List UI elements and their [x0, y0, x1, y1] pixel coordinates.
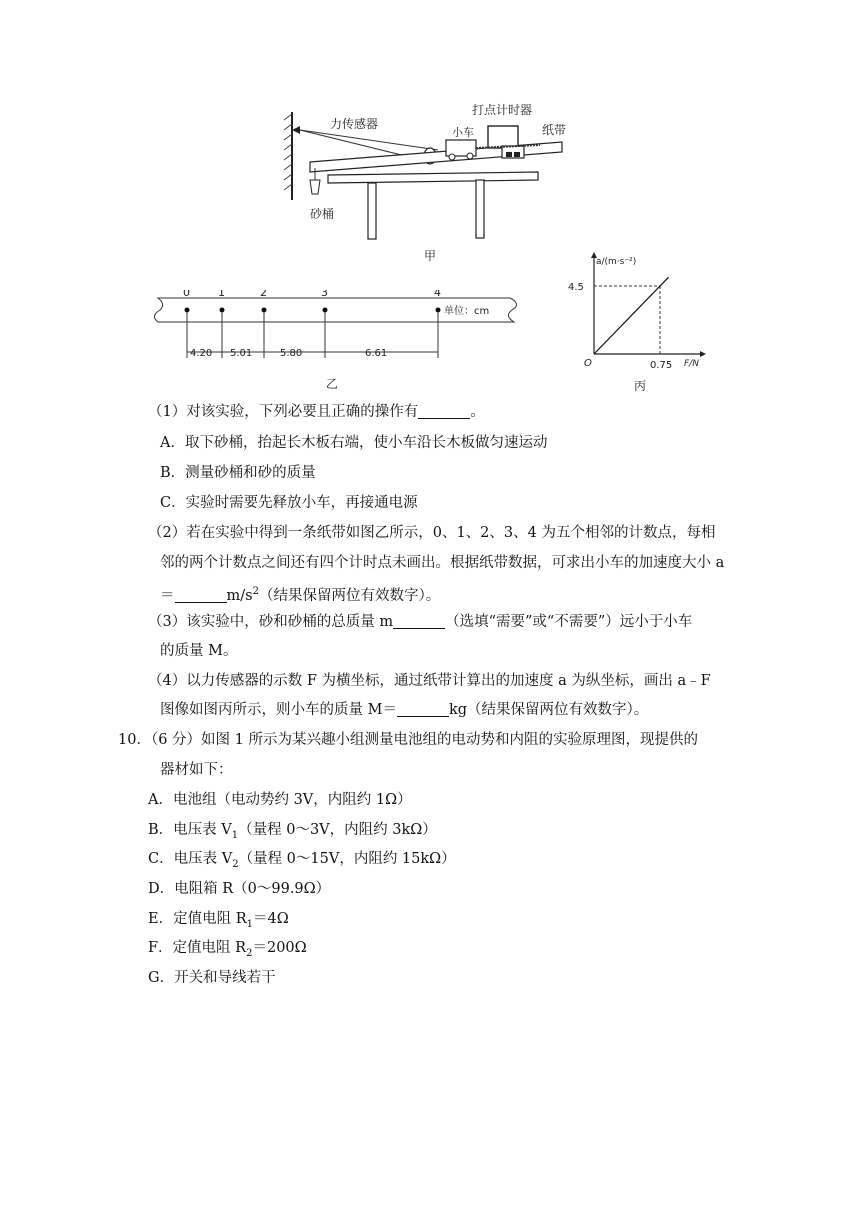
y-tick-label: 4.5 — [568, 282, 584, 293]
tape-point-0: 0 — [183, 290, 190, 299]
tape-drawing — [150, 290, 530, 400]
caption-yi: 乙 — [326, 377, 339, 391]
label-bucket: 砂桶 — [310, 207, 335, 221]
tape-point-4: 4 — [434, 290, 441, 299]
q10-option-d: D．电阻箱 R（0～99.9Ω） — [148, 881, 331, 897]
tape-distance-4: 6.61 — [365, 348, 388, 359]
q9-part2-line2: 邻的两个计数点之间还有四个计时点未画出。根据纸带数据，可求出小车的加速度大小 a — [160, 555, 725, 571]
q10-intro-line1: 10．（6 分）如图 1 所示为某兴趣小组测量电池组的电动势和内阻的实验原理图，现提供的 — [118, 732, 698, 748]
tape-distance-2: 5.01 — [230, 348, 253, 359]
caption-bing: 丙 — [634, 379, 647, 393]
q9-part4-line1: （4）以力传感器的示数 F 为横坐标，通过纸带计算出的加速度 a 为纵坐标，画出 a﹣F — [148, 673, 711, 689]
answer-blank-4 — [397, 702, 449, 717]
q9-option-a: A．取下砂桶，抬起长木板右端，使小车沿长木板做匀速运动 — [160, 435, 548, 451]
q9-part2-line1: （2）若在实验中得到一条纸带如图乙所示，0、1、2、3、4 为五个相邻的计数点，每相 — [148, 525, 716, 541]
q10-option-c: C．电压表 $V_2$（量程 0～15V，内阻约 15kΩ） — [148, 851, 456, 870]
tape-distance-3: 5.80 — [280, 348, 303, 359]
label-cart: 小车 — [452, 126, 474, 139]
origin-label: O — [584, 358, 592, 369]
answer-blank-3 — [393, 614, 445, 629]
figure-apparatus — [270, 90, 570, 270]
q9-part4-line2: 图像如图丙所示，则小车的质量 M＝ kg（结果保留两位有效数字）。 — [160, 702, 649, 718]
y-axis-label: a/(m·s⁻²) — [596, 257, 637, 267]
q9-option-c: C．实验时需要先释放小车，再接通电源 — [160, 495, 418, 511]
label-force-sensor: 力传感器 — [330, 117, 379, 131]
q9-part3-line1: （3）该实验中，砂和砂桶的总质量 m （选填“需要”或“不需要”）远小于小车 — [148, 614, 693, 630]
tape-distance-1: 4.20 — [190, 348, 213, 359]
x-tick-label: 0.75 — [650, 360, 673, 371]
tape-unit: 单位：cm — [444, 306, 490, 317]
figure-tape — [150, 290, 530, 400]
q10-option-a: A．电池组（电动势约 3V，内阻约 1Ω） — [148, 792, 412, 808]
label-tape: 纸带 — [542, 123, 567, 137]
q9-part2-line3: ＝ $m/s^2$（结果保留两位有效数字）。 — [160, 586, 441, 604]
label-timer: 打点计时器 — [472, 103, 533, 117]
q10-option-b: B．电压表 $V_1$（量程 0～3V，内阻约 3kΩ） — [148, 822, 437, 841]
answer-blank-2 — [175, 588, 227, 603]
series-line — [594, 277, 669, 354]
figure-graph — [560, 244, 720, 394]
q9-part1: （1）对该实验，下列必要且正确的操作有 。 — [148, 404, 485, 420]
q10-option-g: G．开关和导线若干 — [148, 970, 276, 986]
tape-point-2: 2 — [260, 290, 267, 299]
answer-blank-1 — [418, 404, 470, 419]
q10-option-e: E．定值电阻 $R_1=4\Omega$ — [148, 911, 289, 930]
caption-jia: 甲 — [424, 249, 437, 263]
tape-point-3: 3 — [321, 290, 328, 299]
q9-option-b: B．测量砂桶和砂的质量 — [160, 465, 316, 481]
tape-point-1: 1 — [218, 290, 225, 299]
apparatus-drawing — [270, 90, 570, 270]
q9-part3-line2: 的质量 M。 — [160, 643, 238, 659]
x-axis-label: F/N — [684, 359, 699, 369]
af-graph — [560, 244, 720, 394]
q10-option-f: F．定值电阻 $R_2=200\Omega$ — [148, 940, 307, 959]
q10-intro-line2: 器材如下： — [160, 762, 233, 778]
